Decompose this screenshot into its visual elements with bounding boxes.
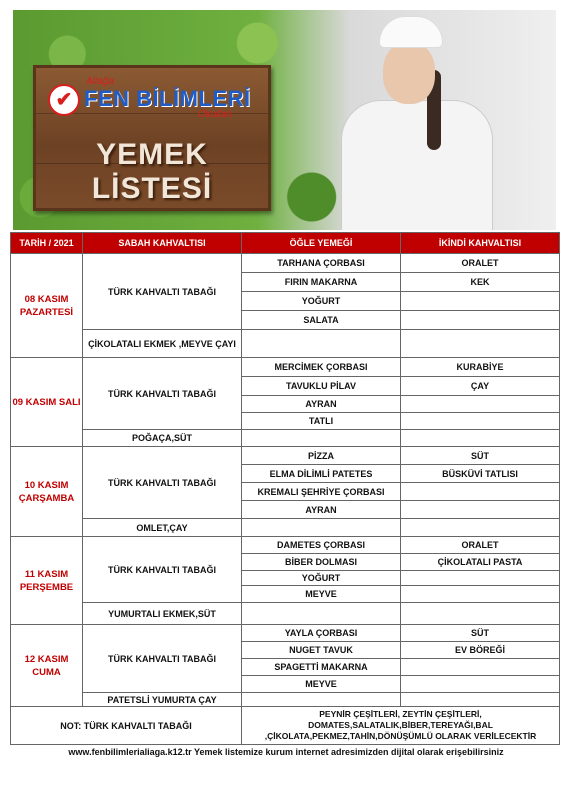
chef-image xyxy=(331,10,556,230)
lunch-item: YOĞURT xyxy=(242,292,401,311)
breakfast-cell: TÜRK KAHVALTI TABAĞI xyxy=(83,254,242,330)
logo-subtitle: Okulları xyxy=(198,109,233,120)
col-header-lunch: ÖĞLE YEMEĞİ xyxy=(242,233,401,254)
afternoon-item xyxy=(401,586,560,603)
lunch-item: TAVUKLU PİLAV xyxy=(242,377,401,396)
school-logo xyxy=(48,76,253,120)
lunch-item: SPAGETTİ MAKARNA xyxy=(242,659,401,676)
lunch-item: PİZZA xyxy=(242,447,401,465)
checkmark-icon: ✔ xyxy=(48,84,80,116)
table-header-row xyxy=(11,233,560,254)
afternoon-empty-cell xyxy=(401,430,560,447)
breakfast-extra-cell: PATETSLİ YUMURTA ÇAY xyxy=(83,693,242,707)
page-title: YEMEK LİSTESİ xyxy=(91,138,213,205)
lunch-item: SALATA xyxy=(242,311,401,330)
menu-table xyxy=(10,232,560,745)
lunch-item: TARHANA ÇORBASI xyxy=(242,254,401,273)
col-header-breakfast: SABAH KAHVALTISI xyxy=(83,233,242,254)
header-banner xyxy=(13,10,556,230)
table-row xyxy=(11,254,560,273)
afternoon-item: EV BÖREĞİ xyxy=(401,642,560,659)
table-row xyxy=(11,358,560,377)
logo-location: Aliağa xyxy=(86,76,114,87)
menu-body xyxy=(11,254,560,707)
lunch-item: ELMA DİLİMLİ PATETES xyxy=(242,465,401,483)
breakfast-extra-cell: POĞAÇA,SÜT xyxy=(83,430,242,447)
lunch-item: DAMETES ÇORBASI xyxy=(242,537,401,554)
lunch-item: NUGET TAVUK xyxy=(242,642,401,659)
note-content: PEYNİR ÇEŞİTLERİ, ZEYTİN ÇEŞİTLERİ, DOMATES,SALATALIK,BİBER,TEREYAĞI,BAL ,ÇİKOLATA,PEKMEZ,TAHİN,DÖNÜŞÜMLÜ OLARAK VERİLECEKTİR xyxy=(242,707,560,745)
lunch-empty-cell xyxy=(242,330,401,358)
lunch-empty-cell xyxy=(242,519,401,537)
note-label: NOT: TÜRK KAHVALTI TABAĞI xyxy=(11,707,242,745)
afternoon-empty-cell xyxy=(401,519,560,537)
breakfast-extra-cell: YUMURTALI EKMEK,SÜT xyxy=(83,603,242,625)
breakfast-cell: TÜRK KAHVALTI TABAĞI xyxy=(83,625,242,693)
afternoon-item: KURABİYE xyxy=(401,358,560,377)
afternoon-item: SÜT xyxy=(401,625,560,642)
table-row xyxy=(11,447,560,465)
lunch-item: MEYVE xyxy=(242,586,401,603)
afternoon-item: BÜSKÜVİ TATLISI xyxy=(401,465,560,483)
day-date: 10 KASIM ÇARŞAMBA xyxy=(11,447,83,537)
col-header-date: TARİH / 2021 xyxy=(11,233,83,254)
lunch-empty-cell xyxy=(242,603,401,625)
lunch-item: AYRAN xyxy=(242,396,401,413)
afternoon-item xyxy=(401,396,560,413)
afternoon-item xyxy=(401,501,560,519)
table-row xyxy=(11,537,560,554)
lunch-item: YAYLA ÇORBASI xyxy=(242,625,401,642)
afternoon-item: ORALET xyxy=(401,537,560,554)
afternoon-empty-cell xyxy=(401,693,560,707)
lunch-item: BİBER DOLMASI xyxy=(242,554,401,571)
afternoon-item xyxy=(401,571,560,586)
afternoon-item xyxy=(401,413,560,430)
breakfast-cell: TÜRK KAHVALTI TABAĞI xyxy=(83,358,242,430)
col-header-afternoon: İKİNDİ KAHVALTISI xyxy=(401,233,560,254)
lunch-item: MERCİMEK ÇORBASI xyxy=(242,358,401,377)
wooden-sign xyxy=(33,65,271,211)
logo-brand: FEN BİLİMLERİ xyxy=(84,86,251,111)
lunch-empty-cell xyxy=(242,693,401,707)
afternoon-item: ÇİKOLATALI PASTA xyxy=(401,554,560,571)
lunch-item: MEYVE xyxy=(242,676,401,693)
lunch-item: AYRAN xyxy=(242,501,401,519)
breakfast-extra-cell: ÇİKOLATALI EKMEK ,MEYVE ÇAYI xyxy=(83,330,242,358)
afternoon-item: ORALET xyxy=(401,254,560,273)
afternoon-empty-cell xyxy=(401,330,560,358)
table-row xyxy=(11,603,560,625)
afternoon-item xyxy=(401,659,560,676)
afternoon-item: ÇAY xyxy=(401,377,560,396)
table-row xyxy=(11,693,560,707)
afternoon-item xyxy=(401,676,560,693)
afternoon-item: KEK xyxy=(401,273,560,292)
lunch-item: YOĞURT xyxy=(242,571,401,586)
afternoon-item: SÜT xyxy=(401,447,560,465)
afternoon-item xyxy=(401,292,560,311)
note-row xyxy=(11,707,560,745)
breakfast-cell: TÜRK KAHVALTI TABAĞI xyxy=(83,447,242,519)
table-row xyxy=(11,625,560,642)
footer-text: www.fenbilimlerialiaga.k12.tr Yemek listemize kurum internet adresimizden dijital olarak erişebilirsiniz xyxy=(68,747,504,757)
lunch-item: FIRIN MAKARNA xyxy=(242,273,401,292)
lunch-item: TATLI xyxy=(242,413,401,430)
table-row xyxy=(11,430,560,447)
day-date: 09 KASIM SALI xyxy=(11,358,83,447)
lunch-empty-cell xyxy=(242,430,401,447)
afternoon-item xyxy=(401,311,560,330)
afternoon-item xyxy=(401,483,560,501)
day-date: 08 KASIM PAZARTESİ xyxy=(11,254,83,358)
breakfast-cell: TÜRK KAHVALTI TABAĞI xyxy=(83,537,242,603)
table-row xyxy=(11,519,560,537)
lunch-item: KREMALI ŞEHRİYE ÇORBASI xyxy=(242,483,401,501)
table-row xyxy=(11,330,560,358)
afternoon-empty-cell xyxy=(401,603,560,625)
breakfast-extra-cell: OMLET,ÇAY xyxy=(83,519,242,537)
day-date: 12 KASIM CUMA xyxy=(11,625,83,707)
day-date: 11 KASIM PERŞEMBE xyxy=(11,537,83,625)
